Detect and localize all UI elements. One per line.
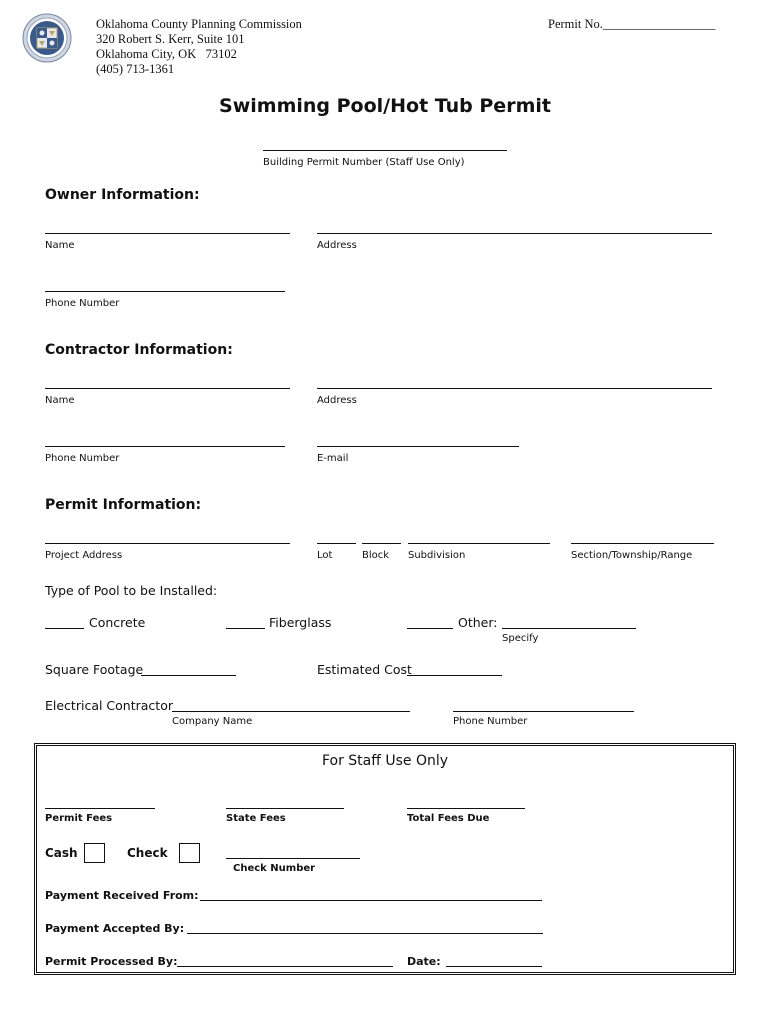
owner-name-label: Name: [45, 240, 75, 251]
subdivision-field[interactable]: [408, 543, 550, 544]
electrical-company-field[interactable]: [172, 711, 410, 712]
project-address-label: Project Address: [45, 550, 123, 561]
contractor-heading: Contractor Information:: [45, 342, 233, 358]
owner-name-field[interactable]: [45, 233, 290, 234]
check-number-field[interactable]: [226, 858, 360, 859]
sqft-label: Square Footage: [45, 662, 144, 677]
permit-fees-label: Permit Fees: [45, 813, 113, 824]
check-label: Check: [127, 846, 168, 860]
contractor-name-field[interactable]: [45, 388, 290, 389]
date-field[interactable]: [446, 966, 542, 967]
payment-accepted-field[interactable]: [187, 933, 543, 934]
owner-phone-label: Phone Number: [45, 298, 120, 309]
fiberglass-label: Fiberglass: [269, 615, 332, 630]
cash-checkbox[interactable]: [84, 843, 105, 863]
contractor-email-label: E-mail: [317, 453, 349, 464]
lot-label: Lot: [317, 550, 333, 561]
permit-no-field[interactable]: Permit No.__________________: [548, 17, 716, 31]
lot-field[interactable]: [317, 543, 356, 544]
fiberglass-field[interactable]: [226, 628, 265, 629]
total-fees-label: Total Fees Due: [407, 813, 490, 824]
state-fees-label: State Fees: [226, 813, 286, 824]
building-permit-caption: Building Permit Number (Staff Use Only): [263, 157, 465, 168]
owner-heading: Owner Information:: [45, 187, 200, 203]
owner-address-label: Address: [317, 240, 357, 251]
block-field[interactable]: [362, 543, 401, 544]
contractor-email-field[interactable]: [317, 446, 519, 447]
block-label: Block: [362, 550, 390, 561]
electrical-label: Electrical Contractor: [45, 698, 173, 713]
contractor-address-field[interactable]: [317, 388, 712, 389]
owner-phone-field[interactable]: [45, 291, 285, 292]
payment-received-field[interactable]: [200, 900, 542, 901]
check-number-label: Check Number: [233, 863, 316, 874]
contractor-phone-label: Phone Number: [45, 453, 120, 464]
permit-fees-field[interactable]: [45, 808, 155, 809]
project-address-field[interactable]: [45, 543, 290, 544]
cost-label: Estimated Cost: [317, 662, 412, 677]
org-name: Oklahoma County Planning Commission: [96, 17, 302, 31]
other-label: Other:: [458, 615, 498, 630]
contractor-phone-field[interactable]: [45, 446, 285, 447]
electrical-phone-field[interactable]: [453, 711, 634, 712]
company-name-label: Company Name: [172, 716, 253, 727]
org-street: 320 Robert S. Kerr, Suite 101: [96, 32, 245, 46]
other-check-field[interactable]: [407, 628, 453, 629]
org-phone: (405) 713-1361: [96, 62, 175, 76]
payment-accepted-label: Payment Accepted By:: [45, 922, 185, 935]
cash-label: Cash: [45, 846, 78, 860]
concrete-label: Concrete: [89, 615, 146, 630]
check-checkbox[interactable]: [179, 843, 200, 863]
concrete-field[interactable]: [45, 628, 84, 629]
contractor-address-label: Address: [317, 395, 357, 406]
section-label: Section/Township/Range: [571, 550, 693, 561]
staff-use-heading: For Staff Use Only: [321, 753, 449, 769]
page-title: Swimming Pool/Hot Tub Permit: [219, 95, 551, 117]
subdivision-label: Subdivision: [408, 550, 466, 561]
payment-received-label: Payment Received From:: [45, 889, 199, 902]
county-seal-icon: [22, 13, 72, 63]
sqft-field[interactable]: [141, 675, 236, 676]
permit-heading: Permit Information:: [45, 497, 202, 513]
electrical-phone-label: Phone Number: [453, 716, 528, 727]
processed-by-label: Permit Processed By:: [45, 955, 178, 968]
section-field[interactable]: [571, 543, 714, 544]
total-fees-field[interactable]: [407, 808, 525, 809]
pool-type-label: Type of Pool to be Installed:: [45, 583, 218, 598]
cost-field[interactable]: [407, 675, 502, 676]
specify-label: Specify: [502, 633, 539, 644]
date-label: Date:: [407, 955, 441, 968]
processed-by-field[interactable]: [177, 966, 393, 967]
contractor-name-label: Name: [45, 395, 75, 406]
building-permit-number-field[interactable]: [263, 150, 507, 151]
org-city: Oklahoma City, OK 73102: [96, 47, 237, 61]
owner-address-field[interactable]: [317, 233, 712, 234]
other-specify-field[interactable]: [502, 628, 636, 629]
state-fees-field[interactable]: [226, 808, 344, 809]
